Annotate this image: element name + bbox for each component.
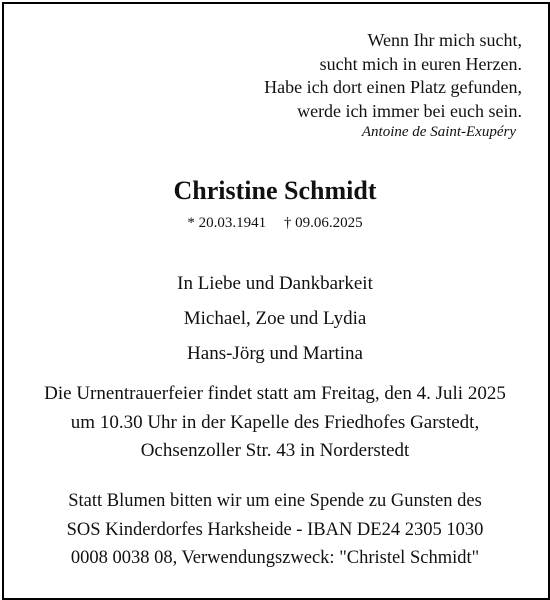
family-signature	[0, 266, 550, 371]
deceased-name: Christine Schmidt	[173, 176, 377, 205]
poem-line: Habe ich dort einen Platz gefunden,	[264, 77, 522, 97]
birth-date: * 20.03.1941	[187, 215, 267, 231]
poem-line: werde ich immer bei euch sein.	[297, 100, 522, 121]
poem-line: sucht mich in euren Herzen.	[319, 53, 522, 74]
donation-line: 0008 0038 08, Verwendungszweck: "Christel Schmidt"	[70, 548, 480, 568]
ceremony-line: um 10.30 Uhr in der Kapelle des Friedhofes Garstedt,	[70, 411, 480, 433]
death-date: † 09.06.2025	[283, 215, 363, 231]
family-line: Hans-Jörg und Martina	[187, 343, 363, 364]
poem	[222, 29, 522, 123]
donation-line: Statt Blumen bitten wir um eine Spende zu Gunsten des	[68, 491, 482, 511]
life-dates	[0, 215, 550, 232]
donation-line: SOS Kinderdorfes Harksheide - IBAN DE24 2305 1030	[66, 519, 484, 540]
ceremony-line: Die Urnentrauerfeier findet statt am Freitag, den 4. Juli 2025	[44, 383, 506, 404]
poem-line: Wenn Ihr mich sucht,	[367, 30, 522, 50]
ceremony-line: Ochsenzoller Str. 43 in Norderstedt	[140, 440, 410, 461]
poem-author: Antoine de Saint-Exupéry	[361, 124, 516, 140]
family-line: Michael, Zoe und Lydia	[183, 308, 367, 329]
ceremony-notice	[0, 380, 550, 466]
family-line: In Liebe und Dankbarkeit	[177, 273, 373, 294]
donation-notice	[0, 487, 550, 573]
